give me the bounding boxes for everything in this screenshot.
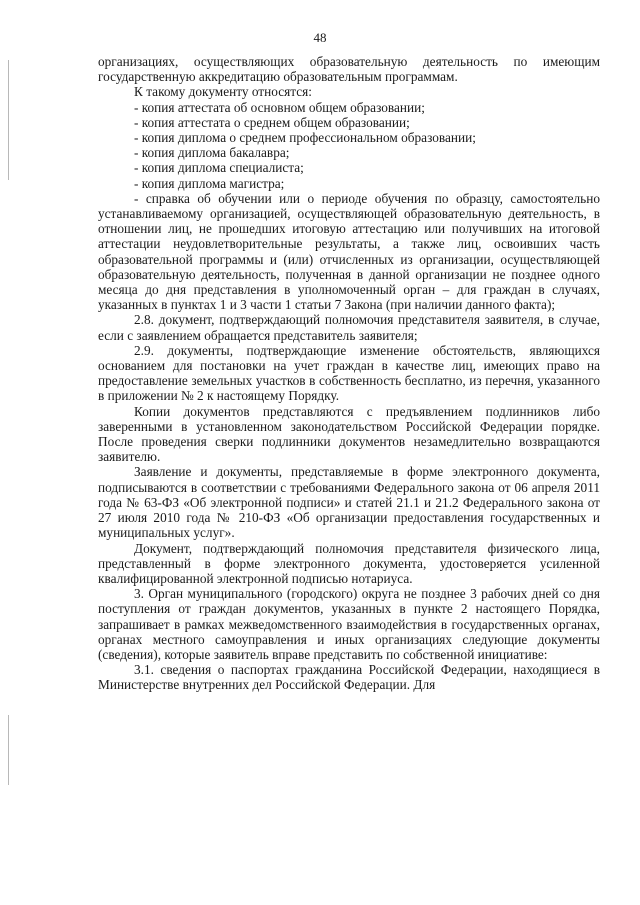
item-3: 3. Орган муниципального (городского) округа не позднее 3 рабочих дней со дня поступления от граждан документов, указанных в пункте 2 настоящего Порядка, запрашивает в рамках межведомственного взаимодействия в государственных органах, органах местного самоуправления и иных организациях следующие документы (сведения), которые заявитель вправе представить по собственной инициативе: [98,586,600,662]
list-item: - копия диплома о среднем профессиональном образовании; [134,130,476,146]
list-item: - копия диплома магистра; [134,175,285,191]
document-body [98,54,600,693]
left-margin-mark-top [8,60,9,180]
electronic-paragraph: Заявление и документы, представляемые в форме электронного документа, подписываются в соответствии с требованиями Федерального закона от 06 апреля 2011 года № 63-ФЗ «Об электронной подписи» и статей 21.1 и 21.2 Федерального закона от 27 июля 2010 года № 210-ФЗ «Об организации предоставления государственных и муниципальных услуг». [98,464,600,541]
document-list [98,100,600,191]
item-2-8: 2.8. документ, подтверждающий полномочия представителя заявителя, в случае, если с заявлением обращается представитель заявителя; [98,312,600,343]
list-heading: К такому документу относятся: [134,84,312,100]
list-item: - копия диплома бакалавра; [134,145,290,161]
list-item: - копия аттестата об основном общем образовании; [134,99,425,115]
list-item: - копия диплома специалиста; [134,160,304,176]
left-margin-mark-bottom [8,715,9,785]
item-2-9: 2.9. документы, подтверждающие изменение обстоятельств, являющихся основанием для постановки на учет граждан в качестве лиц, имеющих право на предоставление земельных участков в собственность бесплатно, из перечня, указанного в приложении № 2 к настоящему Порядку. [98,342,600,404]
intro-paragraph: организациях, осуществляющих образовательную деятельность по имеющим государственную аккредитацию образовательным программам. [98,54,600,85]
item-3-1: 3.1. сведения о паспортах гражданина Российской Федерации, находящиеся в Министерстве внутренних дел Российской Федерации. Для [98,662,600,693]
copies-paragraph: Копии документов представляются с предъявлением подлинников либо заверенными в установленном законодательством Российской Федерации порядке. После проведения сверки подлинники документов незамедлительно возвращаются заявителю. [98,403,600,465]
certificate-list-item: - справка об обучении или о периоде обучения по образцу, самостоятельно устанавливаемому организацией, осуществляющей образовательную деятельность, в отношении лиц, не прошедших итоговую аттестацию или получивших на итоговой аттестации неудовлетворительные результаты, а также лиц, освоивших часть образовательной программы и (или) отчисленных из организации, осуществляющей образовательную деятельность, полученная в данной организации не позднее одного месяца до дня представления в уполномоченный орган – для граждан в случаях, указанных в пунктах 1 и 3 части 1 статьи 7 Закона (при наличии данного факта); [98,190,600,313]
representative-paragraph: Документ, подтверждающий полномочия представителя физического лица, представленный в форме электронного документа, удостоверяется усиленной квалифицированной электронной подписью нотариуса. [98,540,600,586]
page-number: 48 [313,30,327,45]
list-item: - копия аттестата о среднем общем образовании; [134,114,410,130]
